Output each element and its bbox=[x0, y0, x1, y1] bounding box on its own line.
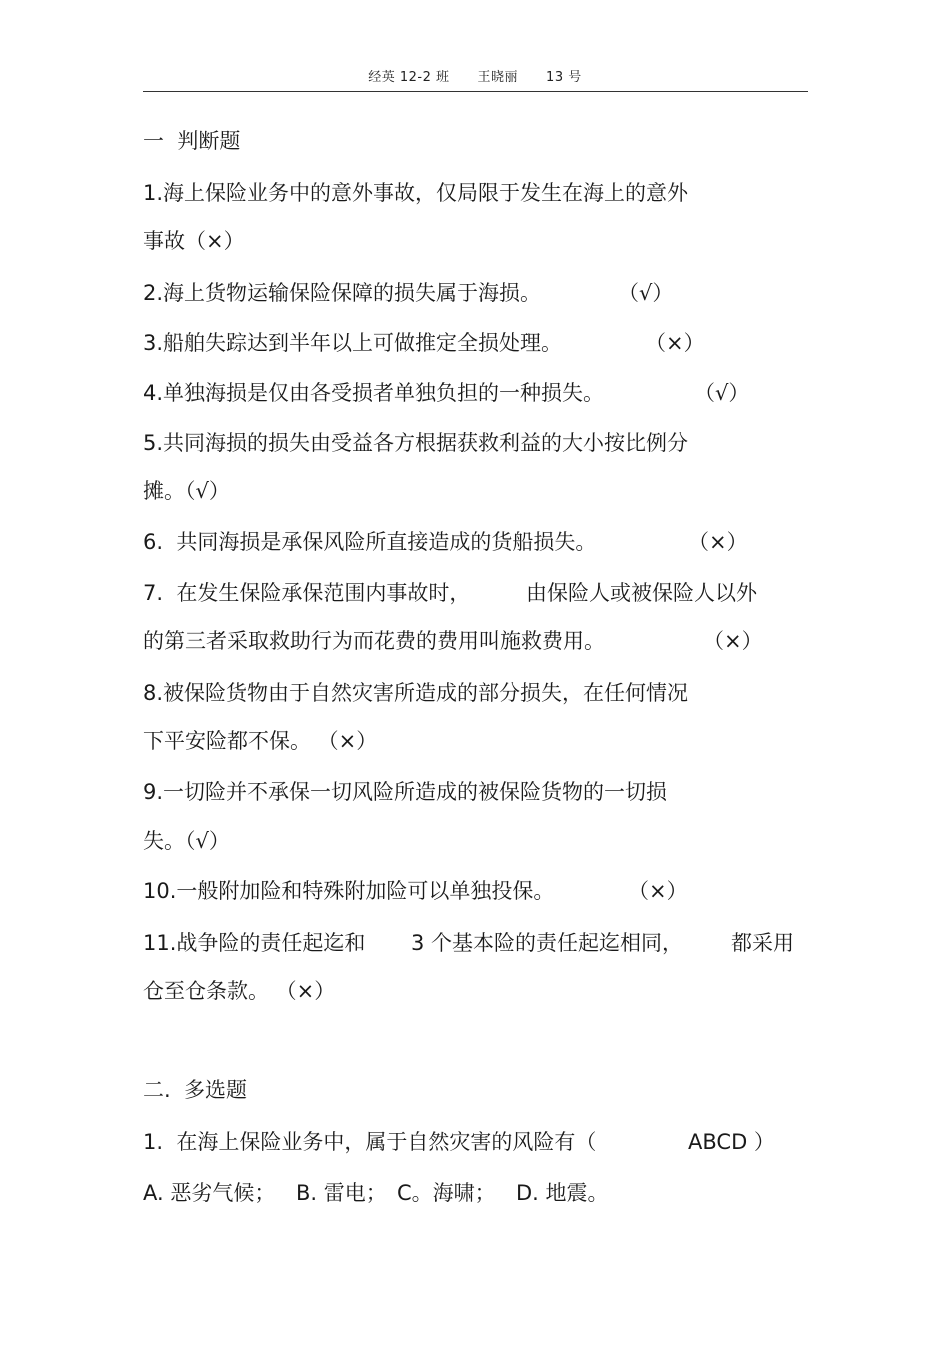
q1-line2: 事故（×） bbox=[143, 229, 245, 253]
q5-line1: 5.共同海损的损失由受益各方根据获救利益的大小按比例分 bbox=[143, 431, 689, 455]
q2-answer: （√） bbox=[618, 281, 674, 305]
q11-line2: 仓至仓条款。 （×） bbox=[143, 979, 336, 1003]
q7-line1a: 7. 在发生保险承保范围内事故时， bbox=[143, 581, 471, 605]
header-name: 王晓丽 bbox=[477, 70, 519, 85]
q8-line2: 下平安险都不保。 （×） bbox=[143, 729, 378, 753]
q9-line1: 9.一切险并不承保一切风险所造成的被保险货物的一切损 bbox=[143, 780, 668, 804]
q7-answer: （×） bbox=[703, 629, 763, 653]
mc-option-c: C。海啸； bbox=[397, 1181, 496, 1205]
mc-option-b: B. 雷电； bbox=[296, 1181, 387, 1205]
q11-line1c: 都采用 bbox=[731, 931, 794, 955]
header-divider bbox=[143, 91, 808, 92]
q10-text: 10.一般附加险和特殊附加险可以单独投保。 bbox=[143, 879, 555, 903]
mc-q1-text: 1. 在海上保险业务中，属于自然灾害的风险有（ bbox=[143, 1130, 597, 1154]
mc-option-a: A. 恶劣气候； bbox=[143, 1181, 276, 1205]
q6-answer: （×） bbox=[688, 530, 748, 554]
q2-text: 2.海上货物运输保险保障的损失属于海损。 bbox=[143, 281, 542, 305]
mc-q1-answer: ABCD ） bbox=[688, 1130, 775, 1154]
q3-text: 3.船舶失踪达到半年以上可做推定全损处理。 bbox=[143, 331, 563, 355]
header-number: 13 号 bbox=[546, 70, 582, 85]
q11-line1a: 11.战争险的责任起迄和 bbox=[143, 931, 366, 955]
q11-line1b: 3 个基本险的责任起迄相同， bbox=[411, 931, 684, 955]
q4-answer: （√） bbox=[694, 381, 750, 405]
q7-line2: 的第三者采取救助行为而花费的费用叫施救费用。 bbox=[143, 629, 605, 653]
q3-answer: （×） bbox=[645, 331, 705, 355]
q8-line1: 8.被保险货物由于自然灾害所造成的部分损失，在任何情况 bbox=[143, 681, 689, 705]
mc-option-d: D. 地震。 bbox=[516, 1181, 609, 1205]
q5-line2: 摊。（√） bbox=[143, 479, 230, 503]
page-header bbox=[0, 66, 950, 85]
header-class: 经英 12-2 班 bbox=[368, 70, 450, 85]
q4-text: 4.单独海损是仅由各受损者单独负担的一种损失。 bbox=[143, 381, 605, 405]
q9-line2: 失。（√） bbox=[143, 829, 230, 853]
section2-title: 二. 多选题 bbox=[143, 1078, 248, 1102]
section1-title: 一 判断题 bbox=[143, 129, 241, 153]
q7-line1b: 由保险人或被保险人以外 bbox=[526, 581, 757, 605]
q6-text: 6. 共同海损是承保风险所直接造成的货船损失。 bbox=[143, 530, 597, 554]
q10-answer: （×） bbox=[628, 879, 688, 903]
q1-line1: 1.海上保险业务中的意外事故，仅局限于发生在海上的意外 bbox=[143, 181, 689, 205]
